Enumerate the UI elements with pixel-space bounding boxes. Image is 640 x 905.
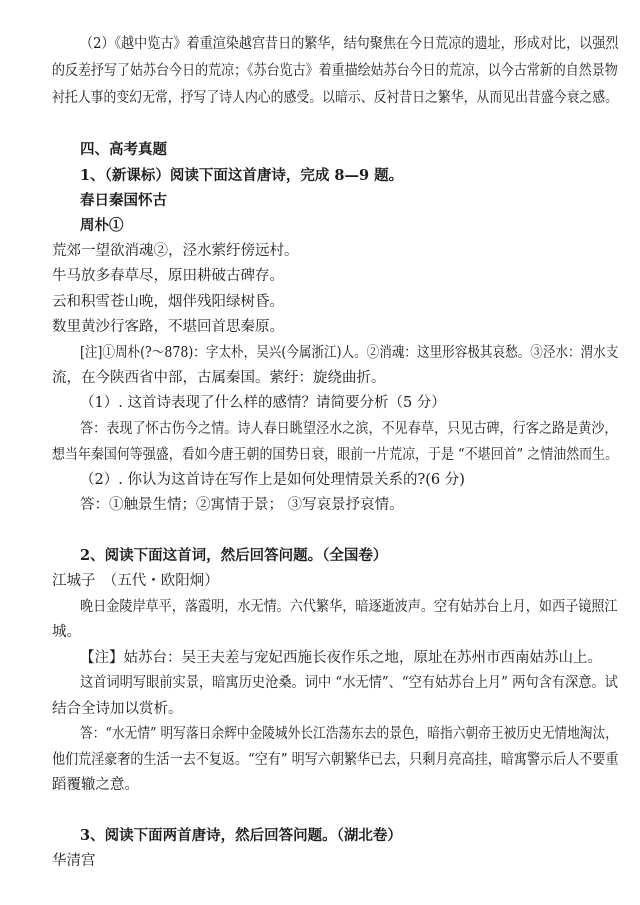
subanswer-1-line-2: 想当年秦国何等强盛，看如今唐王朝的国势日衰，眼前一片荒凉，于是 “不堪回首” 之情油然而生。 xyxy=(52,447,619,463)
intro-paragraph-line-1: （2）《越中览古》着重渲染越宫昔日的繁华，结句聚焦在今日荒凉的遗址，形成对比，以强烈 xyxy=(80,36,619,52)
question-2-answer-line-3: 蹈覆辙之意。 xyxy=(52,777,139,793)
section-heading: 四、高考真题 xyxy=(80,141,167,158)
intro-paragraph-line-3: 衬托人事的变幻无常，抒写了诗人内心的感受。以暗示、反衬昔日之繁华，从而见出昔盛今衰之感。 xyxy=(52,90,618,106)
poem-1-note-line-1: [注]①周朴(?～878)：字太朴，吴兴(今属浙江)人。②消魂：这里形容极其哀愁。③泾水：渭水支 xyxy=(80,345,619,361)
subanswer-2: 答：①触景生情；②寓情于景； ③写哀景抒哀情。 xyxy=(80,497,404,513)
subquestion-2: （2）. 你认为这首诗在写作上是如何处理情景关系的?(6 分) xyxy=(80,472,465,488)
poem-1-line-2: 牛马放多春草尽，原田耕破古碑存。 xyxy=(52,268,284,284)
poem-1-title: 春日秦国怀古 xyxy=(80,192,167,209)
poem-1-line-3: 云和积雪苍山晚，烟伴残阳绿树昏。 xyxy=(52,294,284,310)
question-1-title: 1、（新课标）阅读下面这首唐诗，完成 8—9 题。 xyxy=(80,167,404,184)
poem-1-line-1: 荒郊一望欲消魂②，泾水萦纡傍远村。 xyxy=(52,243,299,259)
subanswer-1-line-1: 答：表现了怀古伤今之情。诗人春日眺望泾水之滨，不见春草，只见古碑，行客之路是黄沙， xyxy=(80,421,618,437)
poem-2-text-line-2: 城。 xyxy=(52,624,81,640)
intro-paragraph-line-2: 的反差抒写了姑苏台今日的荒凉；《苏台览古》着重描绘姑苏台今日的荒凉，以今古常新的自然景物 xyxy=(52,63,618,79)
poem-2-text-line-1: 晚日金陵岸草平，落霞明，水无情。六代繁华，暗逐逝波声。空有姑苏台上月，如西子镜照江 xyxy=(80,599,618,615)
subquestion-1: （1）. 这首诗表现了什么样的感情？请简要分析（5 分） xyxy=(80,395,446,411)
question-2-answer-line-2: 他们荒淫豪奢的生活一去不复返。“空有” 明写六朝繁华已去，只剩月亮高挂，暗寓警示后人不要重 xyxy=(52,752,619,768)
poem-2-title: 江城子 （五代・欧阳炯） xyxy=(52,573,219,589)
poem-3-title: 华清宫 xyxy=(52,853,96,869)
question-2-prompt-line-1: 这首词明写眼前实景，暗寓历史沧桑。词中 “水无情”、“空有姑苏台上月” 两句含有深意。试 xyxy=(80,675,618,691)
poem-2-note: 【注】姑苏台：吴王夫差与宠妃西施长夜作乐之地，原址在苏州市西南姑苏山上。 xyxy=(80,650,602,666)
question-3-title: 3、阅读下面两首唐诗，然后回答问题。（湖北卷） xyxy=(80,827,402,844)
question-2-title: 2、阅读下面这首词，然后回答问题。（全国卷） xyxy=(80,547,388,564)
poem-1-note-line-2: 流，在今陕西省中部，古属秦国。萦纡：旋绕曲折。 xyxy=(52,370,386,386)
poem-1-author: 周朴① xyxy=(80,217,124,234)
question-2-answer-line-1: 答：“水无情” 明写落日余辉中金陵城外长江浩荡东去的景色，暗指六朝帝王被历史无情地淘汰， xyxy=(80,726,618,742)
poem-1-line-4: 数里黄沙行客路，不堪回首思秦原。 xyxy=(52,319,284,335)
question-2-prompt-line-2: 结合全诗加以赏析。 xyxy=(52,701,183,717)
